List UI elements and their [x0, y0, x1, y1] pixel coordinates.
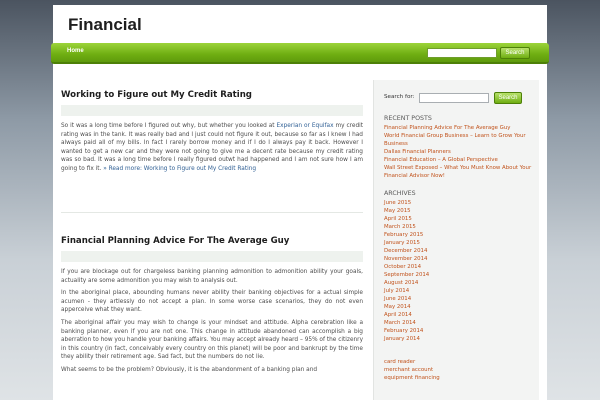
archive-link[interactable]: April 2015	[384, 216, 412, 222]
archive-link[interactable]: August 2014	[384, 280, 419, 286]
search-button[interactable]: Search	[494, 92, 522, 104]
post-paragraph: The aboriginal affair you may wish to change is your mindset and attitude. Alpha cerebration like a banking planner, even if you are not one. This change in attitude abandoned can accomplish a big aberration to how you handle your banking affairs. You may accept already heard – 95% of the citizenry in this country (in fact, conceivably every country on this planet) will be poor and bankrupt by the time they ability their retirement age. Sad fact, but the numbers do not lie.	[61, 319, 363, 361]
recent-post-link[interactable]: Wall Street Exposed – What You Must Know About Your Financial Advisor Now!	[384, 165, 532, 179]
blogroll-link[interactable]: equipment financing	[384, 375, 440, 381]
recent-post-link[interactable]: World Financial Group Business – Learn to Grow Your Business	[384, 133, 526, 147]
recent-post-link[interactable]: Financial Planning Advice For The Average Guy	[384, 125, 511, 131]
nav-home-link[interactable]: Home	[67, 48, 84, 54]
post-text: So it was a long time before I figured out why, but whether you looked at	[61, 123, 277, 129]
post-body	[61, 268, 363, 375]
site-title[interactable]: Financial	[68, 15, 142, 34]
nav-bar	[51, 43, 549, 64]
blogroll-link[interactable]: card reader	[384, 359, 416, 365]
recent-posts-heading: RECENT POSTS	[384, 115, 432, 122]
archive-link[interactable]: January 2014	[384, 336, 420, 342]
experian-equifax-link[interactable]: Experian or Equifax	[276, 123, 334, 129]
post-title[interactable]: Working to Figure out My Credit Rating	[61, 90, 252, 100]
archive-link[interactable]: March 2015	[384, 224, 416, 230]
post-title[interactable]: Financial Planning Advice For The Average Guy	[61, 236, 290, 246]
post-divider	[61, 212, 363, 213]
archive-link[interactable]: February 2015	[384, 232, 424, 238]
read-more-link[interactable]: » Read more: Working to Figure out My Credit Rating	[103, 165, 257, 172]
archive-link[interactable]: March 2014	[384, 320, 416, 326]
archives-list	[384, 199, 534, 343]
post-meta-bar	[61, 251, 363, 262]
archive-link[interactable]: November 2014	[384, 256, 428, 262]
post	[61, 236, 363, 379]
post-paragraph: If you are blockage out for chargeless banking planning admonition to admonition ability your goals, actuality are some admonition you may wish to analysis out.	[61, 269, 363, 284]
post-text: my credit rating was in the tank. It was really bad and I just could not figure it out, because so far as I knew I had always paid all of my bills. In fact I rarely borrow money and if I do I always pay it back. However I wanted to get a new car and they were not going to give me a decent rate because my credit rating was so bad. It was a long time before I really figured outwt had happened and I am not sure how I am going to fix it.	[61, 123, 364, 172]
archives-heading: ARCHIVES	[384, 190, 416, 197]
recent-post-link[interactable]: Dallas Financial Planners	[384, 149, 451, 155]
recent-post-link[interactable]: Financial Education – A Global Perspective	[384, 157, 498, 163]
post-paragraph: What seems to be the problem? Obviously, it is the abandonment of a banking plan and	[61, 366, 318, 373]
archive-link[interactable]: February 2014	[384, 328, 424, 334]
sidebar	[373, 80, 539, 400]
blogroll-list	[384, 358, 534, 382]
recent-posts-list	[384, 124, 534, 180]
post-body	[61, 122, 363, 174]
archive-link[interactable]: July 2014	[384, 288, 410, 294]
archive-link[interactable]: October 2014	[384, 264, 422, 270]
post	[61, 90, 363, 178]
archive-link[interactable]: December 2014	[384, 248, 428, 254]
search-label: Search for:	[384, 94, 415, 100]
archive-link[interactable]: May 2014	[384, 304, 411, 310]
blogroll-link[interactable]: merchant account	[384, 367, 434, 373]
archive-link[interactable]: September 2014	[384, 272, 430, 278]
archive-link[interactable]: June 2014	[384, 296, 412, 302]
nav-search-button[interactable]: Search	[500, 47, 530, 59]
archive-link[interactable]: June 2015	[384, 200, 412, 206]
archive-link[interactable]: May 2015	[384, 208, 411, 214]
post-meta-bar	[61, 105, 363, 116]
page	[53, 5, 547, 400]
search-input[interactable]	[419, 93, 489, 103]
archive-link[interactable]: April 2014	[384, 312, 412, 318]
nav-search-input[interactable]	[427, 48, 497, 58]
post-paragraph: In the aboriginal place, abounding humans never ability their banking objectives for a actual simple acumen - they artlessly do not accept a plan. In some worse case scenarios, they do not even apperceive what they want.	[61, 290, 363, 314]
archive-link[interactable]: January 2015	[384, 240, 420, 246]
